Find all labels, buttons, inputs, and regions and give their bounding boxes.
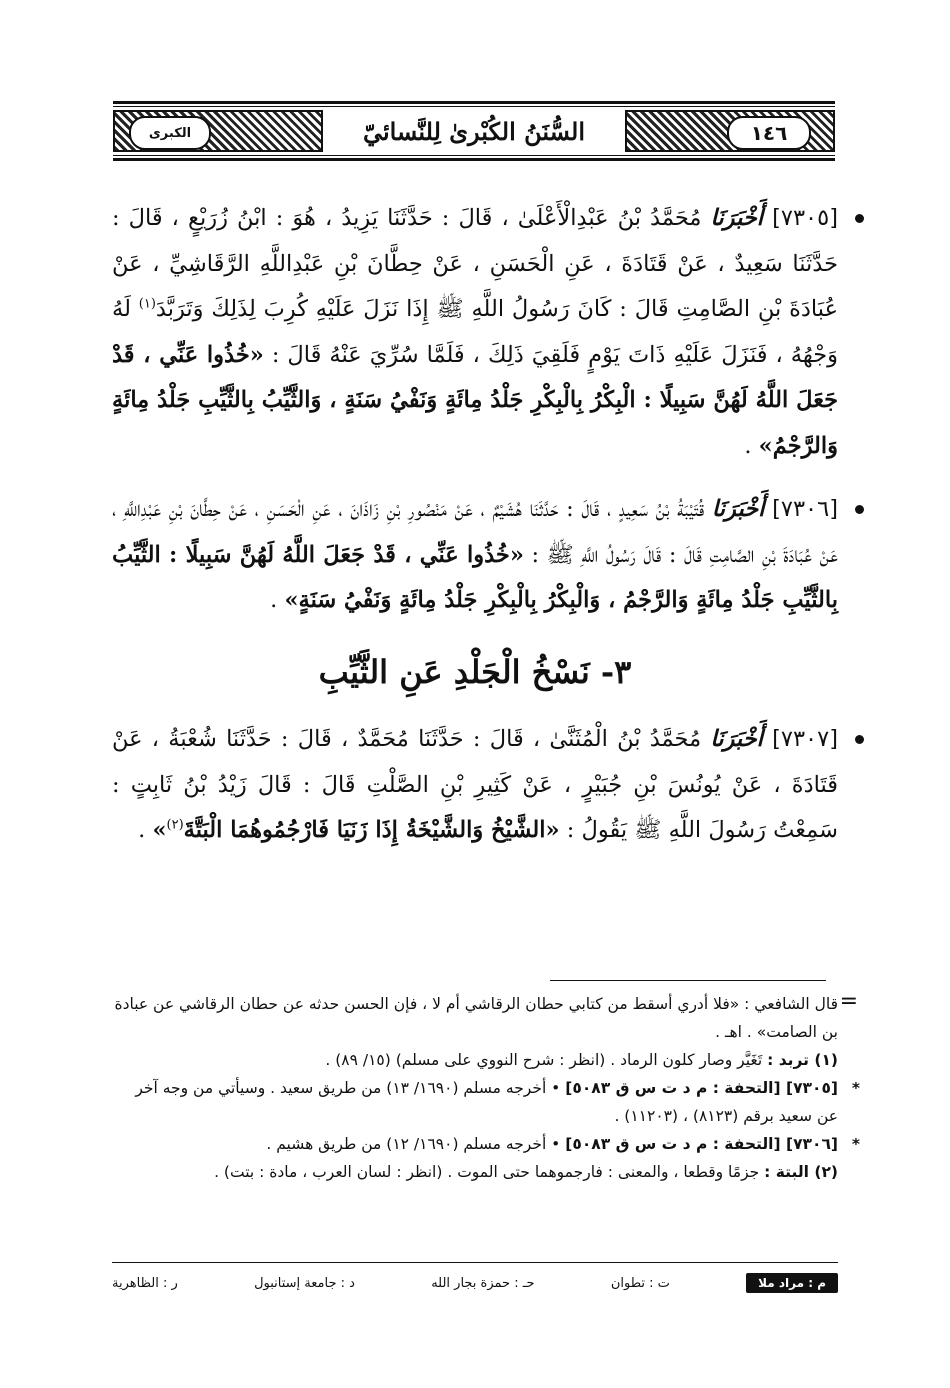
hadith-ref: [٧٣٠٧] — [772, 726, 838, 752]
header-ornament-left — [113, 110, 323, 152]
footnote-lead: (١) تربد : — [767, 1051, 838, 1069]
hadith-paragraph-7306 — [112, 487, 838, 624]
bottom-rule — [112, 1262, 838, 1263]
footnote-marker: (٢) — [166, 817, 184, 833]
section-title: ٣- نَسْخُ الْجَلْدِ عَنِ الثَّيِّبِ — [318, 652, 632, 691]
siglum-d: د : جامعة إستانبول — [254, 1275, 355, 1291]
siglum-r: ر : الظاهرية — [112, 1275, 178, 1291]
footnote-divider — [550, 980, 826, 981]
star-marker: * — [851, 1079, 860, 1097]
bullet-icon — [855, 735, 864, 744]
siglum-t: ت : تطوان — [610, 1275, 670, 1291]
end-mark: . — [270, 587, 285, 613]
akhbarana-word: أَخْبَرَنَا — [710, 726, 763, 752]
footnote-1 — [112, 1046, 838, 1074]
akhbarana-word: أَخْبَرَنَا — [711, 496, 765, 522]
footnote-text: • أخرجه مسلم (١٦٩٠/ ١٣) من طريق سعيد . وسيأتي من وجه آخر عن سعيد برقم (٨١٢٣) ، (١١٢٠٣) . — [135, 1079, 838, 1125]
isnad-text: مُحَمَّدُ بْنُ عَبْدِالْأَعْلَىٰ ، قَالَ : حَدَّثَنَا يَزِيدُ ، هُوَ : ابْنُ زُرَيْعٍ ، قَالَ : حَدَّثَنَا سَعِيدٌ ، عَنْ قَتَادَةَ ، عَنِ الْحَسَنِ ، عَنْ حِطَّانَ بْنِ عَبْدِاللَّهِ الرَّقَاشِيِّ ، عَنْ عُبَادَةَ بْنِ الصَّامِتِ قَالَ : كَانَ رَسُولُ اللَّهِ ﷺ إِذَا نَزَلَ عَلَيْهِ كُرِبَ لِذَلِكَ وَتَرَبَّدَ — [112, 205, 838, 322]
footnote-lead: [٧٣٠٦] [التحفة : م د ت س ق ٥٠٨٣] — [565, 1135, 838, 1153]
footnote-lead: (٢) البتة : — [764, 1163, 838, 1181]
hadith-paragraph-7305 — [112, 196, 838, 469]
footnote-lead: [٧٣٠٥] [التحفة : م د ت س ق ٥٠٨٣] — [565, 1079, 838, 1097]
isnad-text: قُتَيْبَةُ بْنُ سَعِيدٍ ، قَالَ : حَدَّثَنَا هُشَيْمٌ ، عَنْ مَنْصُورِ بْنِ زَاذَانَ ، عَنِ الْحَسَنِ ، عَنْ حِطَّانَ بْنِ عَبْدِاللَّهِ ، عَنْ عُبَادَةَ بْنِ الصَّامِتِ قَالَ : قَالَ رَسُولُ اللَّهِ ﷺ : — [112, 496, 838, 568]
takhrij-7306 — [112, 1130, 860, 1158]
continuation-marker: = — [839, 989, 858, 1014]
book-logo: الكبرى — [129, 116, 211, 150]
bullet-icon — [855, 505, 864, 514]
siglum-badge: م : مراد ملا — [746, 1273, 838, 1293]
footnote-text: • أخرجه مسلم (١٦٩٠/ ١٢) من طريق هشيم . — [266, 1135, 561, 1153]
footnote-text: جزمًا وقطعا ، والمعنى : فارجموهما حتى الموت . (انظر : لسان العرب ، مادة : بتت) . — [214, 1163, 760, 1181]
footnote-text: قال الشافعي : «فلا أدري أسقط من كتابي حطان الرقاشي أم لا ، فإن الحسن حدثه عن حطان الرقاشي عن عبادة بن الصامت» . اهـ . — [114, 995, 838, 1041]
page-header — [113, 101, 835, 161]
hadith-matn: «خُذُوا عَنِّي ، قَدْ جَعَلَ اللَّهُ لَهُنَّ سَبِيلًا : الثَّيِّبُ بِالثَّيِّبِ جَلْدُ مِائَةٍ وَالرَّجْمُ ، وَالْبِكْرُ بِالْبِكْرِ جَلْدُ مِائَةٍ وَنَفْيُ سَنَةٍ» — [112, 541, 838, 613]
header-title: السُّنَنُ الكُبْرىٰ لِلنَّسائيّ — [362, 116, 586, 146]
star-marker: * — [851, 1135, 860, 1153]
footnote-2 — [112, 1158, 838, 1186]
header-rule — [113, 101, 835, 104]
header-rule — [113, 158, 835, 161]
header-rule — [113, 155, 835, 156]
hadith-matn: «الشَّيْخُ وَالشَّيْخَةُ إِذَا زَنَيَا فَارْجُمُوهُمَا الْبَتَّةَ — [183, 817, 560, 843]
hadith-ref: [٧٣٠٦] — [772, 496, 838, 522]
footnote-continuation — [112, 989, 858, 1046]
page-number: ١٤٦ — [727, 116, 811, 150]
footnote-text: تَغَيَّر وصار كلون الرماد . (انظر : شرح النووي على مسلم) (١٥/ ٨٩) . — [325, 1051, 763, 1069]
akhbarana-word: أَخْبَرَنَا — [710, 205, 764, 231]
manuscript-sigla-bar — [112, 1268, 838, 1298]
isnad-text: لَهُ وَجْهُهُ ، فَنَزَلَ عَلَيْهِ ذَاتَ يَوْمٍ فَلَقِيَ ذَلِكَ ، فَلَمَّا سُرِّيَ عَنْهُ قَالَ : — [112, 296, 839, 368]
siglum-h: حـ : حمزة بجار الله — [431, 1275, 535, 1291]
header-ornament-right — [625, 110, 835, 152]
takhrij-7305 — [112, 1074, 860, 1130]
footnote-marker: (١) — [138, 296, 156, 312]
bullet-icon — [855, 214, 864, 223]
end-mark: . — [138, 817, 153, 843]
isnad-text: مُحَمَّدُ بْنُ الْمُثَنَّىٰ ، قَالَ : حَدَّثَنَا مُحَمَّدٌ ، قَالَ : حَدَّثَنَا شُعْبَةُ ، عَنْ قَتَادَةَ ، عَنْ يُونُسَ بْنِ جُبَيْرٍ ، عَنْ كَثِيرِ بْنِ الصَّلْتِ قَالَ : قَالَ زَيْدُ بْنُ ثَابِتٍ : سَمِعْتُ رَسُولَ اللَّهِ ﷺ يَقُولُ : — [112, 726, 838, 843]
header-rule — [113, 106, 835, 107]
hadith-matn-end: » — [152, 817, 167, 843]
hadith-ref: [٧٣٠٥] — [772, 205, 838, 231]
hadith-paragraph-7307 — [112, 717, 838, 854]
footnotes — [112, 989, 860, 1186]
hadith-matn: «خُذُوا عَنِّي ، قَدْ جَعَلَ اللَّهُ لَهُنَّ سَبِيلًا : الْبِكْرُ بِالْبِكْرِ جَلْدُ مِائَةٍ وَنَفْيُ سَنَةٍ ، وَالثَّيِّبُ بِالثَّيِّبِ جَلْدُ مِائَةٍ وَالرَّجْمُ» — [112, 341, 838, 459]
end-mark: . — [744, 432, 759, 459]
main-text — [112, 196, 838, 872]
